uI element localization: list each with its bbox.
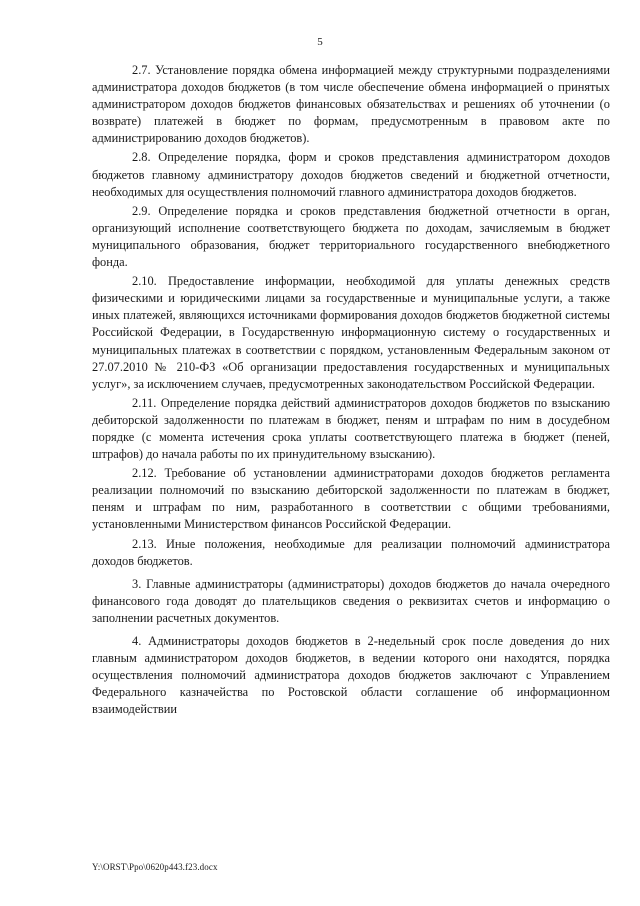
footer-file-path: Y:\ORST\Ppo\0620p443.f23.docx [92, 862, 218, 872]
paragraph-4: 4. Администраторы доходов бюджетов в 2-недельный срок после доведения до них главным администратором доходов бюджетов, в ведении которого они находятся, порядка осуществления полномочий администратора доходов бюджетов заключают с Управлением Федерального казначейства по Ростовской области соглашение об информационном взаимодействии [92, 634, 610, 717]
paragraph-2-13: 2.13. Иные положения, необходимые для реализации полномочий администратора доходов бюджетов. [92, 536, 610, 568]
paragraph-2-10: 2.10. Предоставление информации, необходимой для уплаты денежных средств физическими и юридическими лицами за государственные и муниципальные услуги, а также иных платежей, являющихся источниками формирования доходов бюджетов бюджетной системы Российской Федерации, в Государственную информационную систему о государственных и муниципальных платежах в соответствии с порядком, установленным Федеральным законом от 27.07.2010 № 210-ФЗ «Об организации предоставления государственных и муниципальных услуг», за исключением случаев, предусмотренных законодательством Российской Федерации. [92, 274, 610, 391]
paragraph-3: 3. Главные администраторы (администраторы) доходов бюджетов до начала очередного финансового года доводят до плательщиков сведения о реквизитах счетов и информацию о заполнении расчетных документов. [92, 576, 610, 625]
page-number: 5 [317, 36, 323, 48]
paragraph-2-12: 2.12. Требование об установлении администраторами доходов бюджетов регламента реализации полномочий по взысканию дебиторской задолженности по платежам в бюджет, пеням и штрафам по ним, разработанного в соответствии с общими требованиями, установленными Министерством финансов Российской Федерации. [92, 466, 610, 532]
paragraph-2-8: 2.8. Определение порядка, форм и сроков представления администратором доходов бюджетов главному администратору доходов бюджетов сведений и бюджетной отчетности, необходимых для осуществления полномочий главного администратора доходов бюджетов. [92, 150, 610, 199]
document-body [92, 62, 610, 720]
paragraph-2-9: 2.9. Определение порядка и сроков представления бюджетной отчетности в орган, организующий исполнение соответствующего бюджета по доходам, зачисляемым в бюджет муниципального образования, бюджет территориального государственного внебюджетного фонда. [92, 203, 610, 270]
paragraph-2-7: 2.7. Установление порядка обмена информацией между структурными подразделениями администратора доходов бюджетов (в том числе обеспечение обмена информацией о принятых администратором доходов бюджетов финансовых обязательствах и решениях об уточнении (о возврате) платежей в бюджет по формам, предусмотренным в правовом акте по администрированию доходов бюджетов). [92, 63, 610, 146]
paragraph-2-11: 2.11. Определение порядка действий администраторов доходов бюджетов по взысканию дебиторской задолженности по платежам в бюджет, пеням и штрафам по ним в досудебном порядке (с момента истечения срока уплаты соответствующего платежа в бюджет (пеней, штрафов) до начала работы по их принудительному взысканию). [92, 395, 610, 462]
